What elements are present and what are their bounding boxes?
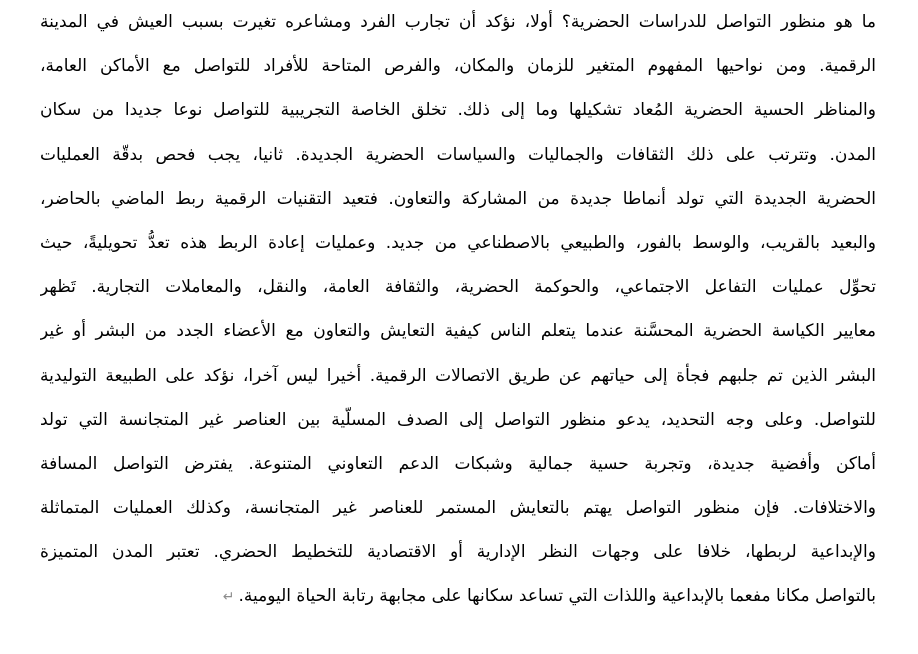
text-line: للتواصل. وعلى وجه التحديد، يدعو منظور التواصل إلى الصدف المسلّية بين العناصر غير المتجانسة التي تولد xyxy=(40,409,876,430)
text-line: والمناظر الحسية الحضرية المُعاد تشكيلها وما إلى ذلك. تخلق الخاصة التجريبية للتواصل نوعا جديدا من سكان xyxy=(40,100,876,121)
text-line: والبعيد بالقريب، والوسط بالفور، والطبيعي بالاصطناعي من جديد. وعمليات إعادة الربط هذه تعدُّ تحويليةً، حيث xyxy=(40,232,876,253)
text-line: معايير الكياسة الحضرية المحسَّنة عندما يتعلم الناس كيفية التعايش والتعاون مع الأعضاء الجدد من البشر أو غير xyxy=(40,321,876,342)
paragraph-mark-icon: ↵ xyxy=(222,589,235,606)
last-line-text: بالتواصل مكانا مفعما بالإبداعية واللذات التي تساعد سكانها على مجابهة رتابة الحياة اليومية. xyxy=(238,586,876,607)
text-line: الحضرية الجديدة التي تولد أنماطا جديدة من المشاركة والتعاون. فتعيد التقنيات الرقمية ربط الماضي بالحاضر، xyxy=(40,188,876,209)
text-line: والاختلافات. فإن منظور التواصل يهتم بالتعايش المستمر للعناصر غير المتجانسة، وكذلك العمليات المتماثلة xyxy=(40,498,876,519)
text-line: ما هو منظور التواصل للدراسات الحضرية؟ أولا، نؤكد أن تجارب الفرد ومشاعره تغيرت بسبب العيش في المدينة xyxy=(40,12,876,32)
text-line: تحوِّل عمليات التفاعل الاجتماعي، والحوكمة الحضرية، والثقافة العامة، والنقل، والمعاملات التجارية. تَظهر xyxy=(40,277,876,298)
paragraph xyxy=(40,4,876,623)
text-line: المدن. وتترتب على ذلك الثقافات والجماليات والسياسات الحضرية الجديدة. ثانيا، يجب فحص بدقّة العمليات xyxy=(40,144,876,165)
text-line: والإبداعية لربطها، خلافا على وجهات النظر الإدارية أو الاقتصادية للتخطيط الحضري. تعتبر المدن المتميزة xyxy=(40,542,876,563)
text-line: البشر الذين تم جلبهم فجأة إلى حياتهم عن طريق الاتصالات الرقمية. أخيرا ليس آخرا، نؤكد على الطبيعة التوليدية xyxy=(40,365,876,386)
text-line: أماكن وأفضية جديدة، وتجربة حسية جمالية وشبكات الدعم التعاوني المتنوعة. يفترض التواصل المسافة xyxy=(40,453,876,474)
text-line: الرقمية. ومن نواحيها المفهوم المتغير للزمان والمكان، والفرص المتاحة للأفراد للتواصل مع الأماكن العامة، xyxy=(40,56,876,77)
text-line-last xyxy=(40,578,876,622)
